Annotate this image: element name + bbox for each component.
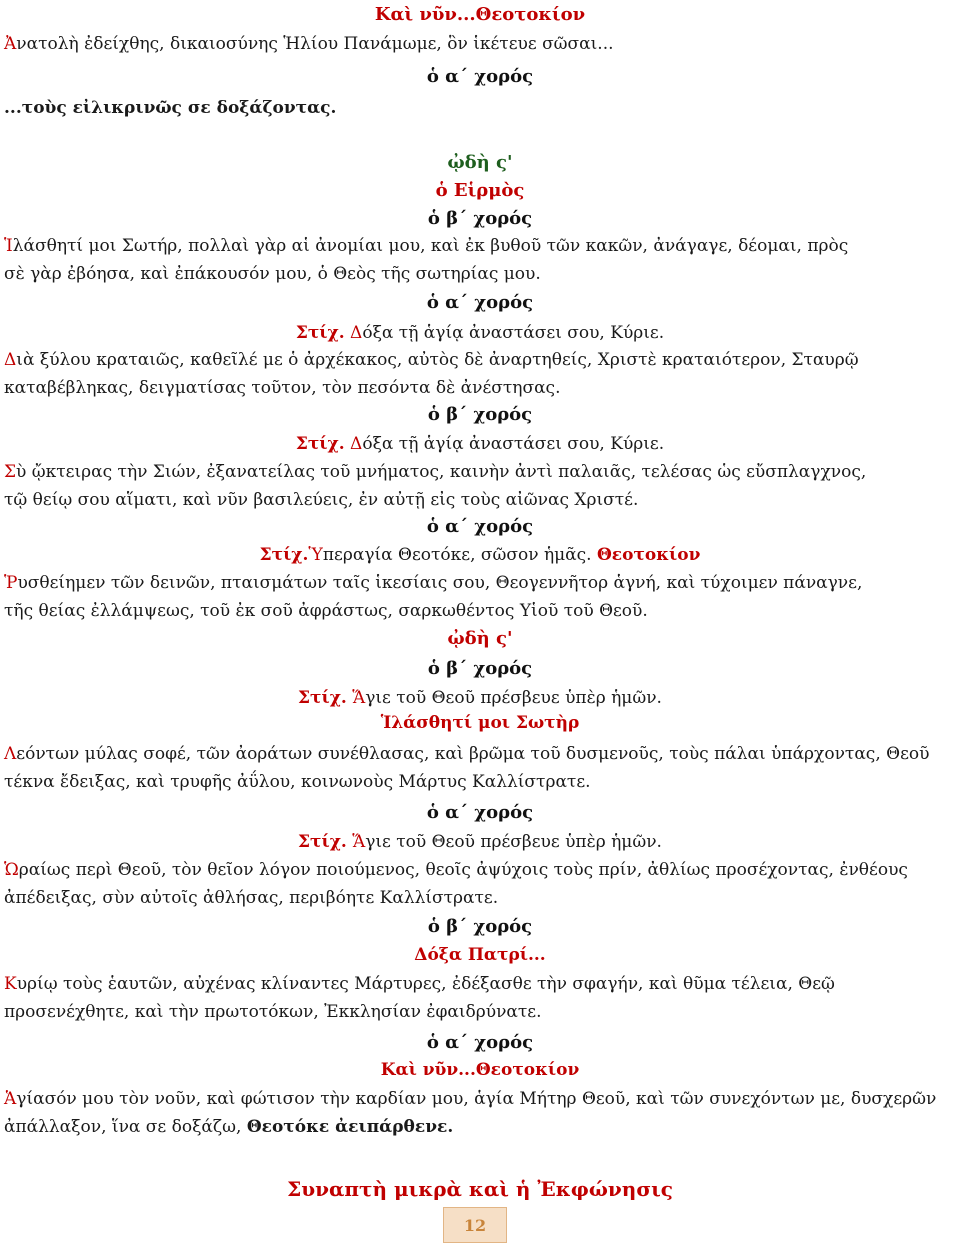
stichos-text: όξα τῇ ἁγίᾳ ἀναστάσει σου, Κύριε. (362, 323, 665, 343)
theotokion-label: Θεοτοκίον (597, 545, 701, 565)
section-title: Καὶ νῦν...Θεοτοκίον (380, 1060, 580, 1080)
text-line: ραίως περὶ Θεοῦ, τὸν θεῖον λόγον ποιούμενος, θεοῖς ἀψύχοις τοὺς πρίν, ἀθλίως προσέχοντας, ἐνθέους (18, 860, 908, 880)
ode-title: ᾠδὴ ς' (447, 628, 513, 649)
troparion-text (0, 970, 960, 1026)
troparion-text (0, 740, 960, 796)
choir-label: ὁ α΄ χορός (426, 66, 534, 87)
text-bold-ending: Θεοτόκε ἀειπάρθενε. (246, 1117, 454, 1137)
text-line: ἀπάλλαξον, ἵνα σε δοξάζω, (4, 1117, 247, 1137)
closing-heading: Συναπτὴ μικρὰ καὶ ἡ Ἐκφώνησις (287, 1177, 673, 1201)
initial-letter: Ὑ (308, 545, 323, 565)
model-melody: Ἱλάσθητί μοι Σωτὴρ (380, 713, 580, 733)
text-line: σὲ γὰρ ἐβόησα, καὶ ἐπάκουσόν μου, ὁ Θεὸς τῆς σωτηρίας μου. (4, 264, 541, 284)
stichos-label: Στίχ. (298, 688, 347, 708)
stichos (0, 542, 960, 568)
initial-letter: Ἀ (4, 34, 17, 54)
text-line: τῷ θείῳ σου αἵματι, καὶ νῦν βασιλεύεις, ἐν αὐτῇ εἰς τοὺς αἰῶνας Χριστέ. (4, 490, 639, 510)
text-line: τέκνα ἔδειξας, καὶ τρυφῆς ἀΰλου, κοινωνοὺς Μάρτυς Καλλίστρατε. (4, 772, 591, 792)
text-line: υρίῳ τοὺς ἑαυτῶν, αὐχένας κλίναντες Μάρτυρες, ἐδέξασθε τὴν σφαγήν, καὶ θῦμα τέλεια, Θεῷ (16, 974, 835, 994)
text-line: εόντων μύλας σοφέ, τῶν ἀοράτων συνέθλασας, καὶ βρῶμα τοῦ δυσμενοῦς, τοὺς πάλαι ὑπάρχοντας, Θεοῦ (16, 744, 930, 764)
text-line: τῆς θείας ἐλλάμψεως, τοῦ ἐκ σοῦ ἀφράστως, σαρκωθέντος Υἱοῦ τοῦ Θεοῦ. (4, 601, 648, 621)
stichos-label: Στίχ. (259, 545, 309, 565)
choir-label: ὁ β΄ χορός (427, 404, 533, 425)
choir-label: ὁ α΄ χορός (426, 1032, 534, 1053)
text-ending: ...τοὺς εἰλικρινῶς σε δοξάζοντας. (4, 98, 337, 118)
choir-label: ὁ β΄ χορός (427, 208, 533, 229)
initial-letter: Κ (4, 974, 17, 994)
choir-label: ὁ α΄ χορός (426, 802, 534, 823)
initial-letter: Ἅ (352, 832, 366, 852)
initial-letter: Ῥ (4, 573, 18, 593)
initial-letter: Λ (4, 744, 17, 764)
initial-letter: Ἅ (352, 688, 366, 708)
troparion-text (0, 569, 960, 625)
stichos-text: περαγία Θεοτόκε, σῶσον ἡμᾶς. (322, 545, 592, 565)
stichos (0, 829, 960, 855)
troparion-text (0, 346, 960, 402)
stichos-text: γιε τοῦ Θεοῦ πρέσβευε ὑπὲρ ἡμῶν. (365, 832, 662, 852)
stichos-label: Στίχ. (295, 323, 345, 343)
text-line: υσθείημεν τῶν δεινῶν, πταισμάτων ταῖς ἱκεσίαις σου, Θεογεννῆτορ ἁγνή, καὶ τύχοιμεν πάναγνε, (17, 573, 863, 593)
ode-title: ᾠδὴ ς' (447, 152, 513, 173)
stichos-label: Στίχ. (295, 434, 345, 454)
text-line: καταβέβληκας, δειγματίσας τοῦτον, τὸν πεσόντα δὲ ἀνέστησας. (4, 378, 561, 398)
choir-label: ὁ α΄ χορός (426, 292, 534, 313)
section-title: Καὶ νῦν...Θεοτοκίον (374, 4, 586, 25)
initial-letter: Δ (4, 350, 17, 370)
choir-label: ὁ α΄ χορός (426, 516, 534, 537)
doxa-label: Δόξα Πατρί... (414, 945, 546, 965)
troparion-text (0, 1085, 960, 1141)
stichos-label: Στίχ. (298, 832, 347, 852)
initial-letter: Σ (4, 462, 17, 482)
stichos-text: όξα τῇ ἁγίᾳ ἀναστάσει σου, Κύριε. (362, 434, 665, 454)
stichos (0, 685, 960, 711)
troparion-text (0, 458, 960, 514)
page-number: 12 (443, 1207, 507, 1243)
text-line: γίασόν μου τὸν νοῦν, καὶ φώτισον τὴν καρδίαν μου, ἁγία Μήτηρ Θεοῦ, καὶ τῶν συνεχόντων με, δυσχερῶν (16, 1089, 937, 1109)
initial-letter: Ἁ (4, 1089, 17, 1109)
choir-label: ὁ β΄ χορός (427, 658, 533, 679)
initial-letter: Δ (350, 323, 363, 343)
stichos-text: γιε τοῦ Θεοῦ πρέσβευε ὑπὲρ ἡμῶν. (365, 688, 662, 708)
text-line: προσενέχθητε, καὶ τὴν πρωτοτόκων, Ἐκκλησίαν ἐφαιδρύνατε. (4, 1002, 542, 1022)
troparion-text (0, 856, 960, 912)
stichos (0, 320, 960, 346)
text-line: ἀπέδειξας, σὺν αὐτοῖς ἀθλήσας, περιβόητε Καλλίστρατε. (4, 888, 499, 908)
initial-letter: Ὡ (4, 860, 19, 880)
heirmos-label: ὁ Εἱρμὸς (435, 180, 525, 201)
text-line: νατολὴ ἐδείχθης, δικαιοσύνης Ἡλίου Πανάμωμε, ὃν ἱκέτευε σῶσαι... (16, 34, 614, 54)
text-line: ὺ ᾤκτειρας τὴν Σιών, ἐξανατείλας τοῦ μνήματος, καινὴν ἀντὶ παλαιᾶς, τελέσας ὡς εὔσπλαγχνος, (16, 462, 867, 482)
text-paragraph (0, 30, 960, 58)
stichos (0, 431, 960, 457)
text-line: λάσθητί μοι Σωτήρ, πολλαὶ γὰρ αἱ ἀνομίαι μου, καὶ ἐκ βυθοῦ τῶν κακῶν, ἀνάγαγε, δέομαι, πρὸς (12, 236, 849, 256)
heirmos-text (0, 232, 960, 288)
choir-label: ὁ β΄ χορός (427, 916, 533, 937)
initial-letter: Ἱ (4, 236, 13, 256)
initial-letter: Δ (350, 434, 363, 454)
text-line: ιὰ ξύλου κραταιῶς, καθεῖλέ με ὁ ἀρχέκακος, αὐτὸς δὲ ἀναρτηθείς, Χριστὲ κραταιότερον, Σταυρῷ (16, 350, 859, 370)
